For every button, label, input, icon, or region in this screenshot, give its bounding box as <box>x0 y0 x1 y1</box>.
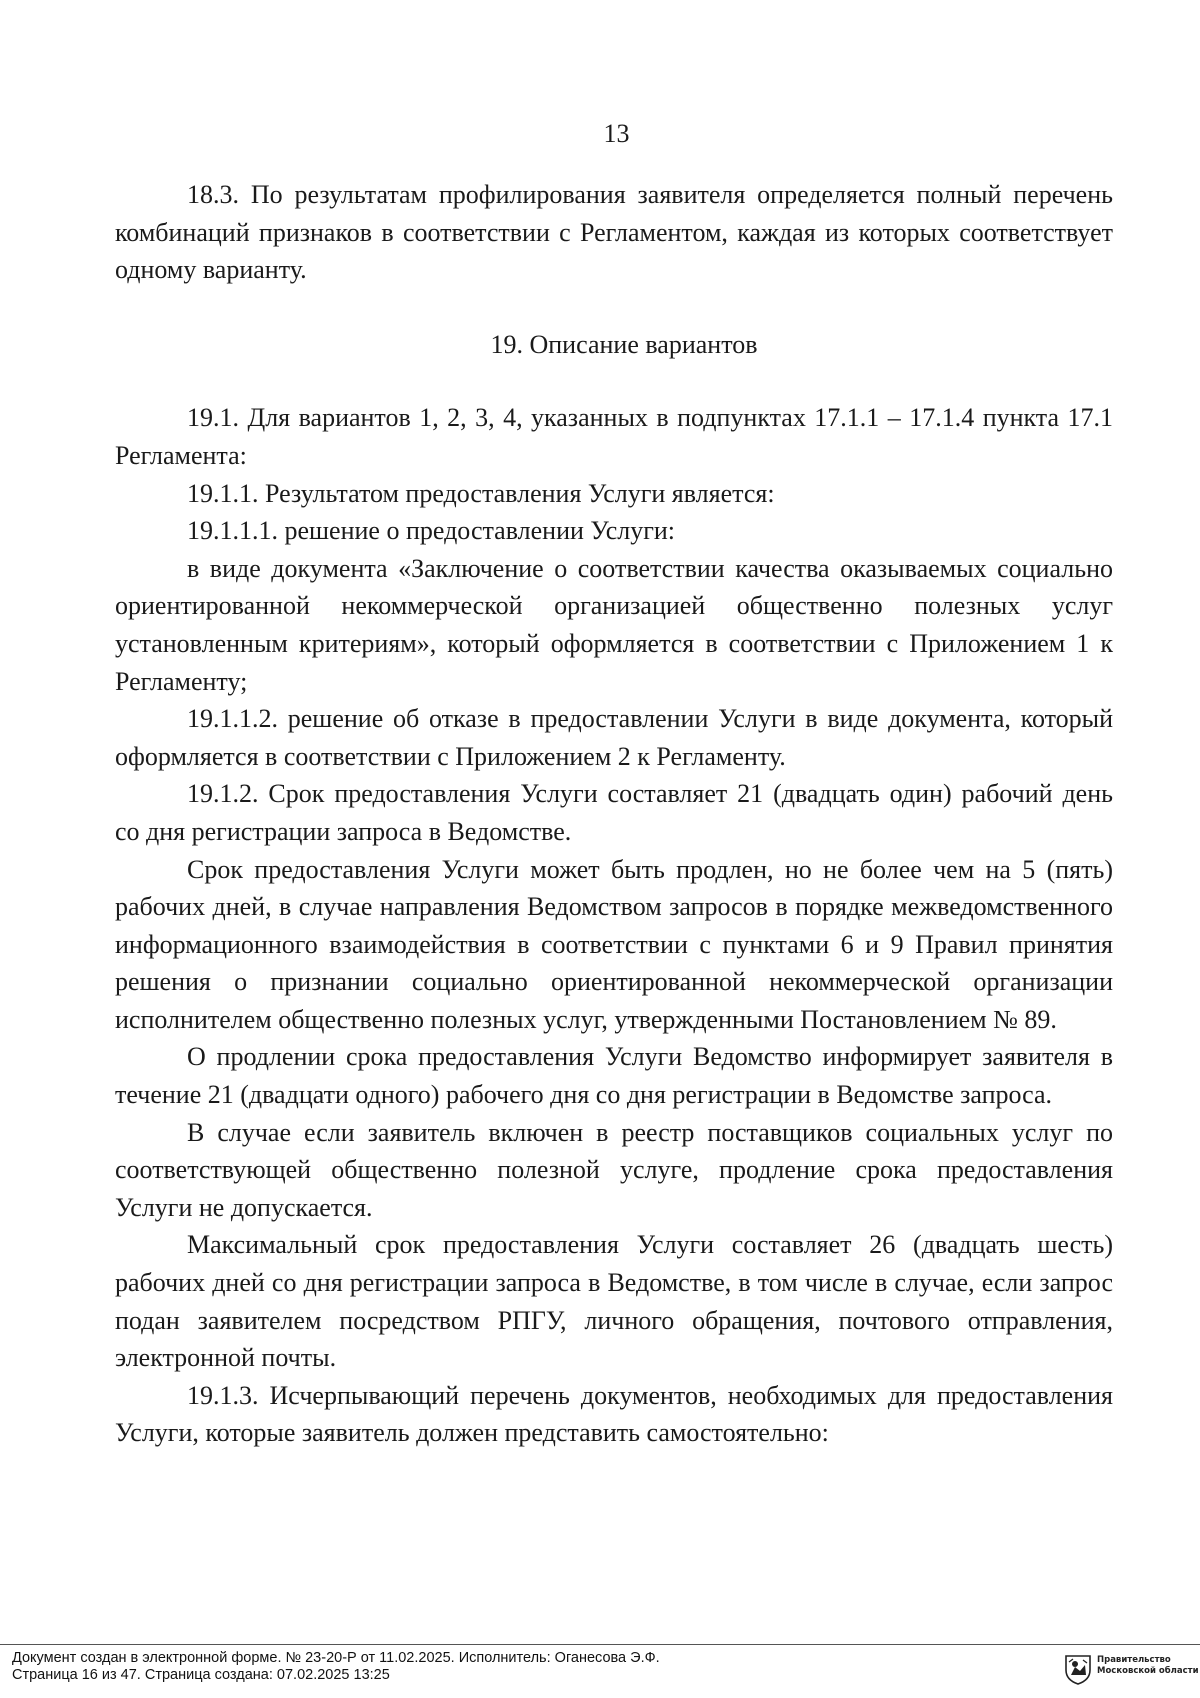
paragraph-19-1-1-1: 19.1.1.1. решение о предоставлении Услуги: <box>187 516 676 546</box>
footer-divider <box>0 1644 1200 1645</box>
paragraph-19-1-2: 19.1.2. Срок предоставления Услуги составляет 21 (двадцать один) рабочий день со дня регистрации запроса в Ведомстве. <box>115 779 1113 846</box>
moscow-region-coat-of-arms-icon <box>1063 1653 1093 1685</box>
paragraph-18-3: 18.3. По результатам профилирования заявителя определяется полный перечень комбинаций признаков в соответствии с Регламентом, каждая из которых соответствует одному варианту. <box>115 180 1113 285</box>
page-number: 13 <box>603 119 630 148</box>
government-logo <box>1063 1653 1198 1687</box>
paragraph-registry: В случае если заявитель включен в реестр поставщиков социальных услуг по соответствующей общественно полезной услуге, продление срока предоставления Услуги не допускается. <box>115 1117 1113 1222</box>
paragraph-19-1: 19.1. Для вариантов 1, 2, 3, 4, указанных в подпунктах 17.1.1 – 17.1.4 пункта 17.1 Регламента: <box>115 403 1113 470</box>
paragraph-document-form: в виде документа «Заключение о соответствии качества оказываемых социально ориентированной некоммерческой организацией общественно полезных услуг установленным критериям», который оформляется в соответствии с Приложением 1 к Регламенту; <box>115 553 1113 696</box>
footer-page-info: Страница 16 из 47. Страница создана: 07.02.2025 13:25 <box>12 1667 390 1683</box>
logo-line-1: Правительство <box>1097 1655 1171 1665</box>
paragraph-max-term: Максимальный срок предоставления Услуги составляет 26 (двадцать шесть) рабочих дней со дня регистрации запроса в Ведомстве, в том числе в случае, если запрос подан заявителем посредством РПГУ, личного обращения, почтового отправления, электронной почты. <box>115 1230 1113 1373</box>
document-body <box>115 176 1113 1452</box>
paragraph-inform: О продлении срока предоставления Услуги Ведомство информирует заявителя в течение 21 (двадцати одного) рабочего дня со дня регистрации в Ведомстве запроса. <box>115 1042 1113 1110</box>
paragraph-19-1-1: 19.1.1. Результатом предоставления Услуги является: <box>187 478 775 508</box>
logo-line-2: Московской области <box>1097 1666 1199 1676</box>
footer <box>12 1650 660 1684</box>
section-heading-19: 19. Описание вариантов <box>490 329 758 359</box>
footer-document-info: Документ создан в электронной форме. № 23-20-Р от 11.02.2025. Исполнитель: Оганесова Э.Ф. <box>12 1650 660 1666</box>
paragraph-19-1-3: 19.1.3. Исчерпывающий перечень документов, необходимых для предоставления Услуги, которые заявитель должен представить самостоятельно: <box>115 1380 1113 1448</box>
logo-caption <box>1097 1655 1199 1677</box>
paragraph-19-1-1-2: 19.1.1.2. решение об отказе в предоставлении Услуги в виде документа, который оформляется в соответствии с Приложением 2 к Регламенту. <box>115 704 1113 771</box>
paragraph-extension: Срок предоставления Услуги может быть продлен, но не более чем на 5 (пять) рабочих дней, в случае направления Ведомством запросов в порядке межведомственного информационного взаимодействия в соответствии с пунктами 6 и 9 Правил принятия решения о признании социально ориентированной некоммерческой организации исполнителем общественно полезных услуг, утвержденными Постановлением № 89. <box>115 854 1113 1034</box>
